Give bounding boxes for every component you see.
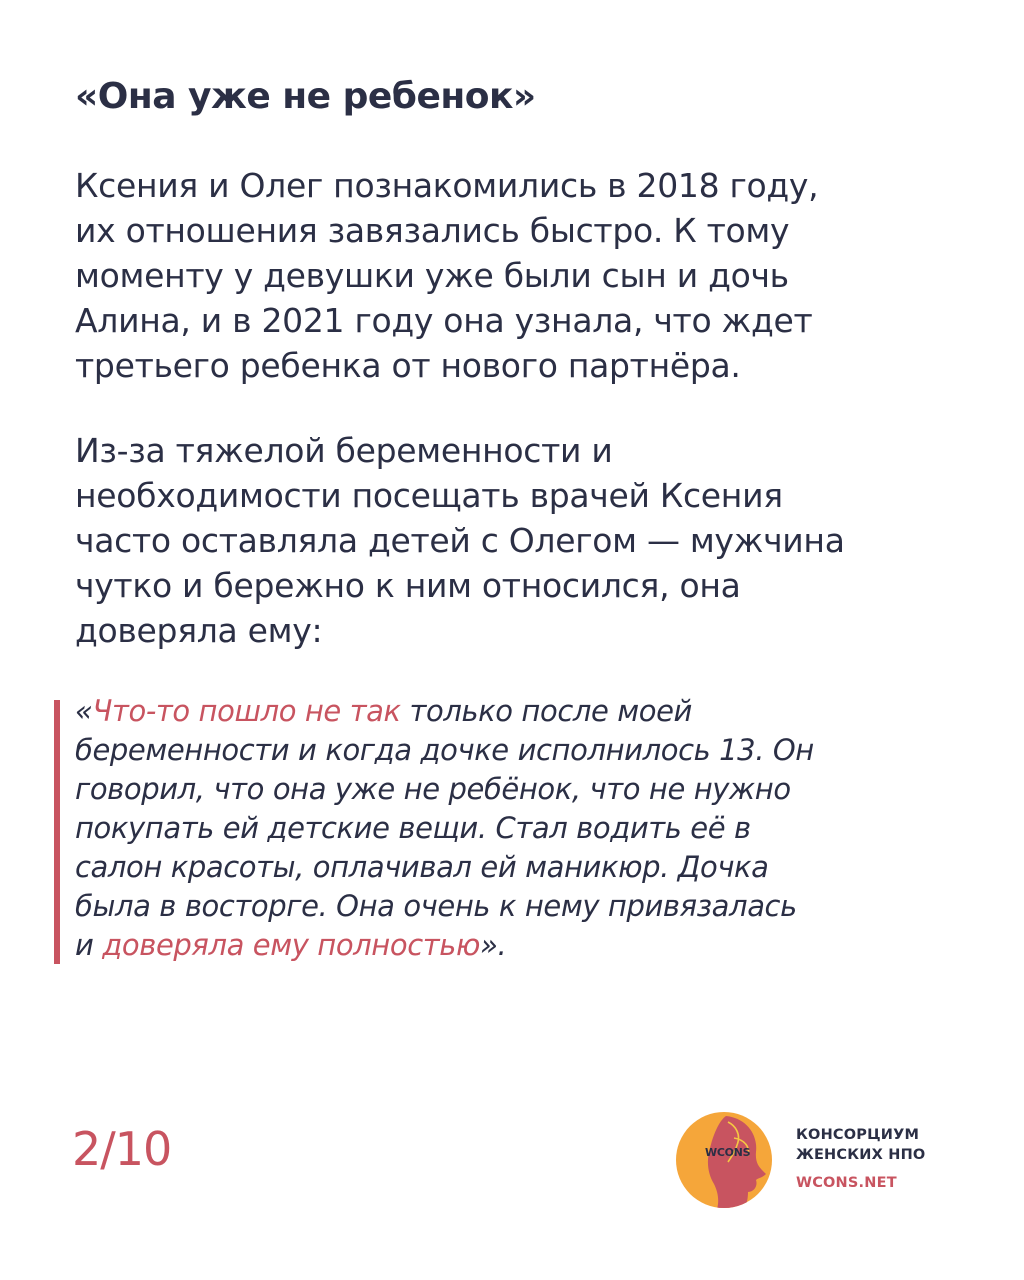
page-indicator: 2/10 xyxy=(72,1122,172,1176)
paragraph-line: Ксения и Олег познакомились в 2018 году, xyxy=(75,166,819,205)
quote-line: была в восторге. Она очень к нему привязалась xyxy=(75,889,797,923)
logo-text: WCONS xyxy=(705,1146,751,1159)
quote-text: только после моей xyxy=(400,694,692,728)
story-paragraph-2 xyxy=(75,428,935,653)
paragraph-line: третьего ребенка от нового партнёра. xyxy=(75,346,741,385)
quote-text: и xyxy=(75,928,103,962)
paragraph-line: Из-за тяжелой беременности и xyxy=(75,431,613,470)
quote-line xyxy=(75,926,955,965)
brand-block xyxy=(796,1125,925,1193)
paragraph-line: их отношения завязались быстро. К тому xyxy=(75,211,790,250)
quote-line xyxy=(75,692,955,731)
brand-line-1: КОНСОРЦИУМ xyxy=(796,1127,920,1143)
quote-line: салон красоты, оплачивал ей маникюр. Дочка xyxy=(75,850,769,884)
brand-line-2: ЖЕНСКИХ НПО xyxy=(796,1147,926,1163)
quote-line: покупать ей детские вещи. Стал водить её в xyxy=(75,811,751,845)
story-paragraph-1 xyxy=(75,163,935,388)
brand-url-link[interactable]: WCONS.NET xyxy=(796,1175,897,1191)
quote-highlight: Что-то пошло не так xyxy=(92,694,401,728)
quote-open-mark: « xyxy=(75,694,93,728)
paragraph-line: Алина, и в 2021 году она узнала, что ждет xyxy=(75,301,813,340)
testimony-quote xyxy=(75,692,955,965)
wcons-logo xyxy=(676,1112,772,1208)
page-title: «Она уже не ребенок» xyxy=(75,76,536,117)
paragraph-line: чутко и бережно к ним относился, она xyxy=(75,566,741,605)
quote-accent-bar xyxy=(54,700,60,964)
paragraph-line: необходимости посещать врачей Ксения xyxy=(75,476,783,515)
paragraph-line: доверяла ему: xyxy=(75,611,323,650)
paragraph-line: моменту у девушки уже были сын и дочь xyxy=(75,256,789,295)
quote-line: говорил, что она уже не ребёнок, что не нужно xyxy=(75,772,791,806)
quote-line: беременности и когда дочке исполнилось 13. Он xyxy=(75,733,814,767)
quote-close-mark: ». xyxy=(479,928,507,962)
paragraph-line: часто оставляла детей с Олегом — мужчина xyxy=(75,521,845,560)
quote-highlight: доверяла ему полностью xyxy=(102,928,480,962)
